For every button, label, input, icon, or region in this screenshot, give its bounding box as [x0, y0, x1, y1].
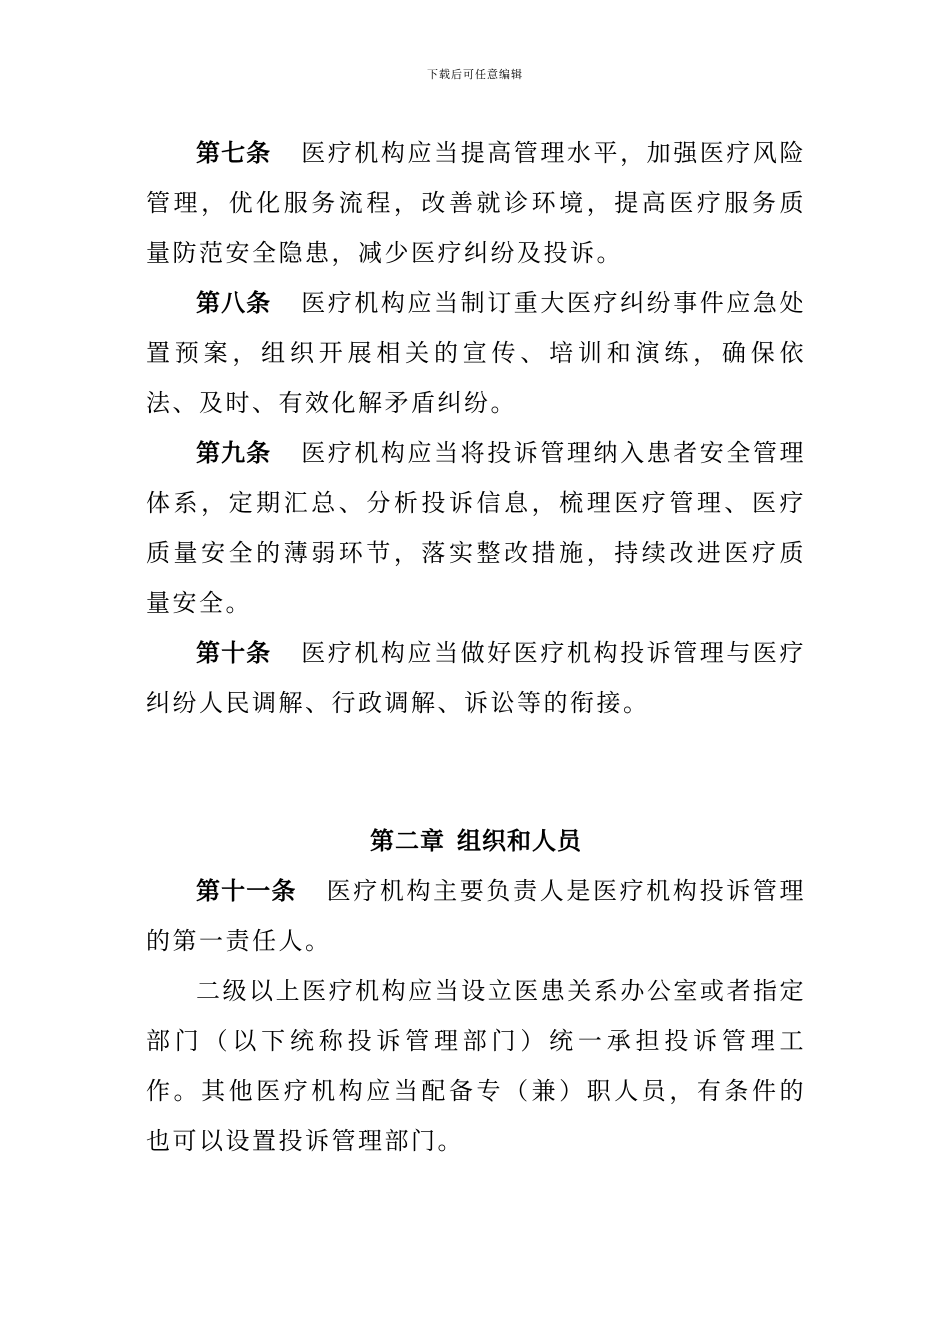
article-text: 医疗机构主要负责人是医疗机构投诉管理的第一责任人。	[146, 877, 807, 955]
article-label: 第十一条	[196, 877, 297, 905]
chapter-heading	[146, 816, 806, 866]
article-11	[146, 866, 806, 966]
article-label: 第十条	[196, 639, 272, 667]
header-note: 下载后可任意编辑	[427, 68, 523, 81]
article-text: 医疗机构应当将投诉管理纳入患者安全管理体系，定期汇总、分析投诉信息，梳理医疗管理、医疗质量安全的薄弱环节，落实整改措施，持续改进医疗质量安全。	[146, 439, 807, 617]
article-8	[146, 278, 806, 428]
chapter-title: 组织和人员	[457, 827, 582, 855]
article-10	[146, 628, 806, 728]
article-text: 医疗机构应当制订重大医疗纠纷事件应急处置预案，组织开展相关的宣传、培训和演练，确保依法、及时、有效化解矛盾纠纷。	[146, 289, 807, 417]
article-text: 医疗机构应当提高管理水平，加强医疗风险管理，优化服务流程，改善就诊环境，提高医疗服务质量防范安全隐患，减少医疗纠纷及投诉。	[146, 139, 807, 267]
chapter-number: 第二章	[370, 827, 445, 855]
article-9	[146, 428, 806, 628]
document-body	[146, 128, 806, 1166]
article-label: 第八条	[196, 289, 272, 317]
plain-paragraph: 二级以上医疗机构应当设立医患关系办公室或者指定部门（以下统称投诉管理部门）统一承担投诉管理工作。其他医疗机构应当配备专（兼）职人员，有条件的也可以设置投诉管理部门。	[146, 977, 806, 1155]
article-label: 第九条	[196, 439, 272, 467]
article-label: 第七条	[196, 139, 272, 167]
article-7	[146, 128, 806, 278]
article-text: 医疗机构应当做好医疗机构投诉管理与医疗纠纷人民调解、行政调解、诉讼等的衔接。	[146, 639, 807, 717]
